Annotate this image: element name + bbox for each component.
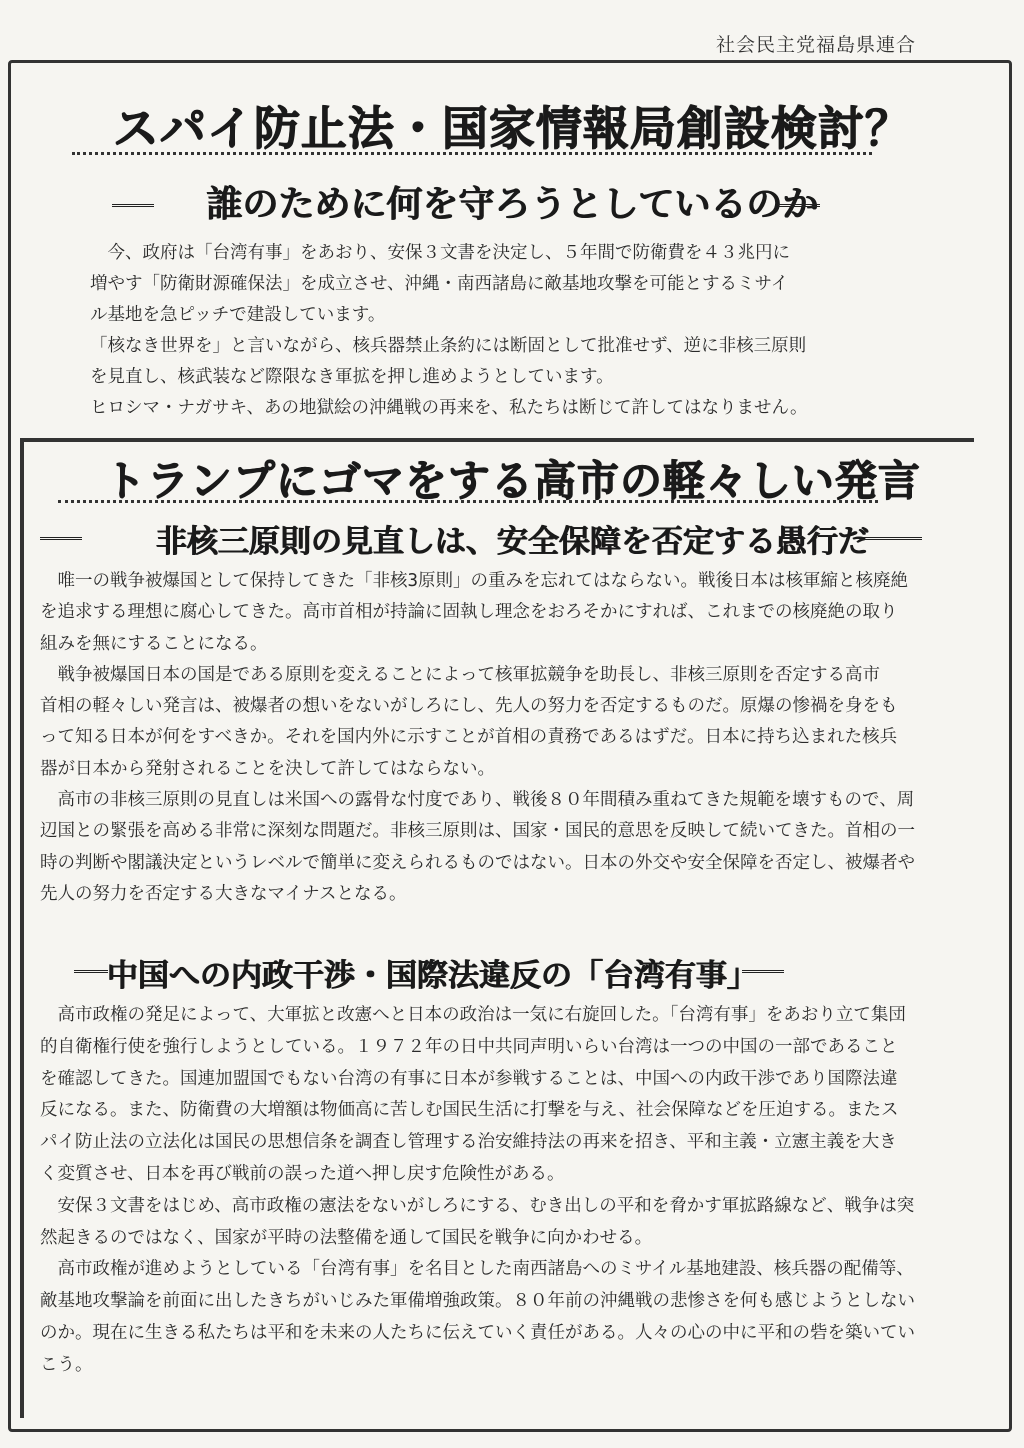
subtitle-1: 誰のために何を守ろうとしているのか (205, 184, 818, 225)
headline-2: トランプにゴマをする高市の軽々しい発言 (103, 456, 921, 505)
organization-name: 社会民主党福島県連合 (715, 34, 916, 56)
subtitle-dash-right-2 (860, 537, 922, 548)
subtitle-dash-right-1 (778, 204, 820, 215)
headline-1: スパイ防止法・国家情報局創設検討？ (112, 101, 912, 155)
headline-underline-2 (58, 500, 878, 515)
subtitle-3: 中国への内政干渉・国際法違反の「台湾有事」 (106, 958, 758, 994)
body-text-1: 今、政府は「台湾有事」をあおり、安保３文書を決定し、５年間で防衛費を４３兆円に 増やす「防衛財源確保法」を成立させ、沖縄・南西諸島に敵基地攻撃を可能とするミサイ ル基地を急ピッチで建設しています。 「核なき世界を」と言いながら、核兵器禁止条約には断固として批准せず、逆に非核三原則 を見直し、核武装など際限なき軍拡を押し進めようとしています。 ヒロシマ・ナガサキ、あの地獄絵の沖縄戦の再来を、私たちは断じて許してはなりません。 (90, 243, 808, 418)
body-text-3: 高市政権の発足によって、大軍拡と改憲へと日本の政治は一気に右旋回した。「台湾有事」をあおり立て集団 的自衛権行使を強行しようとしている。１９７２年の日中共同声明いらい台湾は一つの中国の一部であること を確認してきた。国連加盟国でもない台湾の有事に日本が参戦することは、中国への内政干渉であり国際法違 反になる。また、防衛費の大増額は物価高に苦しむ国民生活に打撃を与え、社会保障などを圧迫する。またス パイ防止法の立法化は国民の思想信条を調査し管理する治安維持法の再来を招き、平和主義・立憲主義を大き く変質させ、日本を再び戦前の誤った道へ押し戻す危険性がある。 安保３文書をはじめ、高市政権の憲法をないがしろにする、むき出しの平和を脅かす軍拡路線など、戦争は突 然起きるのではなく、国家が平時の法整備を通して国民を戦争に向かわせる。 高市政権が進めようとしている「台湾有事」を名目とした南西諸島へのミサイル基地建設、核兵器の配備等、 敵基地攻撃論を前面に出したきちがいじみた軍備増強政策。８０年前の沖縄戦の悲惨さを何も感じようとしない のか。現在に生きる私たちは平和を未来の人たちに伝えていく責任がある。人々の心の中に平和の砦を築いてい こう。 (40, 1005, 915, 1375)
subtitle-2: 非核三原則の見直しは、安全保障を否定する愚行だ (155, 524, 869, 560)
body-text-2: 唯一の戦争被爆国として保持してきた「非核3原則」の重みを忘れてはならない。戦後日本は核軍縮と核廃絶 を追求する理想に腐心してきた。高市首相が持論に固執し理念をおろそかにすれば、これまでの核廃絶の取り 組みを無にすることになる。 戦争被爆国日本の国是である原則を変えることによって核軍拡競争を助長し、非核三原則を否定する高市 首相の軽々しい発言は、被爆者の想いをないがしろにし、先人の努力を否定するものだ。原爆の惨禍を身をも って知る日本が何をすべきか。それを国内外に示すことが首相の責務であるはずだ。日本に持ち込まれた核兵 器が日本から発射されることを決して許してはならない。 高市の非核三原則の見直しは米国への露骨な忖度であり、戦後８０年間積み重ねてきた規範を壊すもので、周 辺国との緊張を高める非常に深刻な問題だ。非核三原則は、国家・国民的意思を反映して続いてきた。首相の一 時の判断や閣議決定というレベルで簡単に変えられるものではない。日本の外交や安全保障を否定し、被爆者や 先人の努力を否定する大きなマイナスとなる。 (40, 571, 915, 904)
headline-underline-1 (72, 152, 872, 167)
subtitle-dash-right-3 (742, 970, 784, 981)
